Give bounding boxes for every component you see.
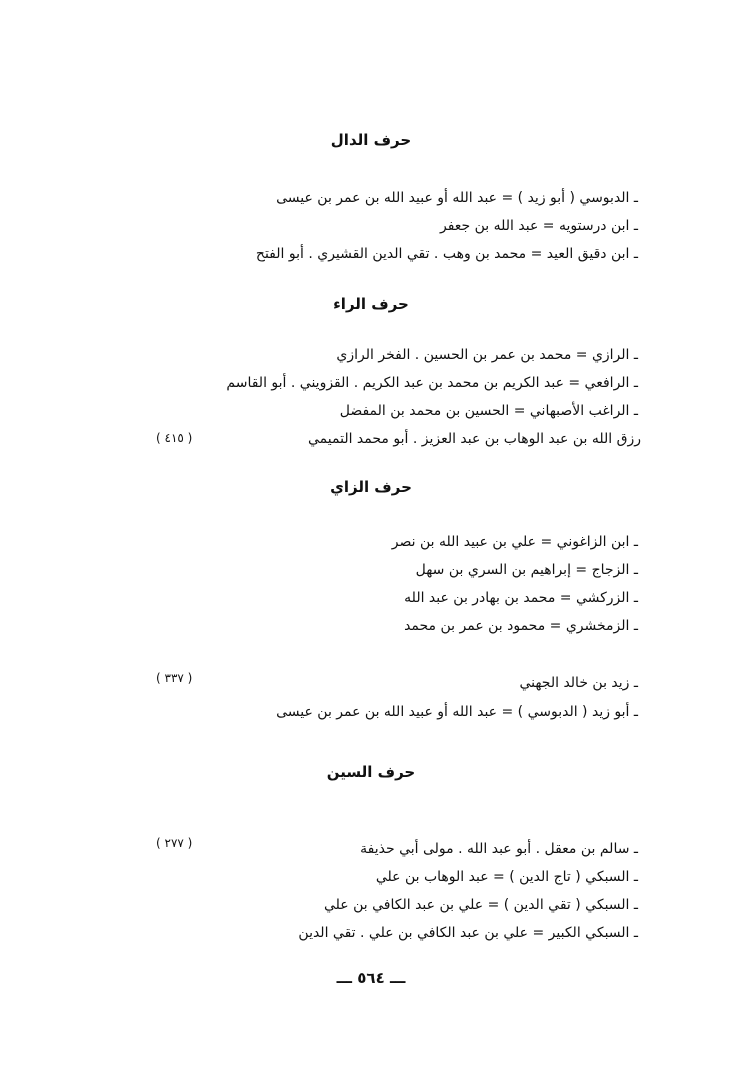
index-entry: ـ السبكي ( تقي الدين ) = علي بن عبد الكافي بن علي bbox=[324, 897, 638, 913]
index-entry: ـ ابن الزاغوني = علي بن عبيد الله بن نصر bbox=[391, 534, 638, 550]
index-entry: ـ الراغب الأصبهاني = الحسين بن محمد بن المفضل bbox=[339, 403, 638, 419]
page-reference: ( ٤١٥ ) bbox=[156, 431, 193, 445]
section-heading-dal: حرف الدال bbox=[330, 131, 412, 149]
page-number: ـــ ٥٦٤ ـــ bbox=[336, 969, 406, 987]
section-heading-zay: حرف الزاي bbox=[330, 478, 412, 496]
index-entry: ـ سالم بن معقل . أبو عبد الله . مولى أبي حذيفة bbox=[360, 841, 638, 857]
index-entry: ـ ابن درستويه = عبد الله بن جعفر bbox=[439, 218, 638, 234]
index-entry: ـ الدبوسي ( أبو زيد ) = عبد الله أو عبيد الله بن عمر بن عيسى bbox=[276, 190, 638, 206]
page-reference: ( ٢٧٧ ) bbox=[156, 836, 193, 850]
index-entry: رزق الله بن عبد الوهاب بن عبد العزيز . أبو محمد التميمي bbox=[308, 431, 641, 447]
index-entry: ـ الرازي = محمد بن عمر بن الحسين . الفخر الرازي bbox=[336, 347, 638, 363]
index-entry: ـ زيد بن خالد الجهني bbox=[519, 675, 638, 691]
index-entry: ـ ابن دقيق العيد = محمد بن وهب . تقي الدين القشيري . أبو الفتح bbox=[255, 246, 638, 262]
section-heading-sin: حرف السين bbox=[326, 763, 416, 781]
section-heading-ra: حرف الراء bbox=[333, 295, 409, 313]
index-entry: ـ الزركشي = محمد بن بهادر بن عبد الله bbox=[404, 590, 638, 606]
index-entry: ـ السبكي ( تاج الدين ) = عبد الوهاب بن علي bbox=[375, 869, 638, 885]
index-entry: ـ الزجاج = إبراهيم بن السري بن سهل bbox=[415, 562, 638, 578]
index-entry: ـ الرافعي = عبد الكريم بن محمد بن عبد الكريم . القزويني . أبو القاسم bbox=[226, 375, 638, 391]
index-entry: ـ أبو زيد ( الدبوسي ) = عبد الله أو عبيد الله بن عمر بن عيسى bbox=[276, 704, 638, 720]
page-reference: ( ٣٣٧ ) bbox=[156, 671, 193, 685]
index-entry: ـ السبكي الكبير = علي بن عبد الكافي بن علي . تقي الدين bbox=[298, 925, 638, 941]
index-entry: ـ الزمخشري = محمود بن عمر بن محمد bbox=[404, 618, 638, 634]
